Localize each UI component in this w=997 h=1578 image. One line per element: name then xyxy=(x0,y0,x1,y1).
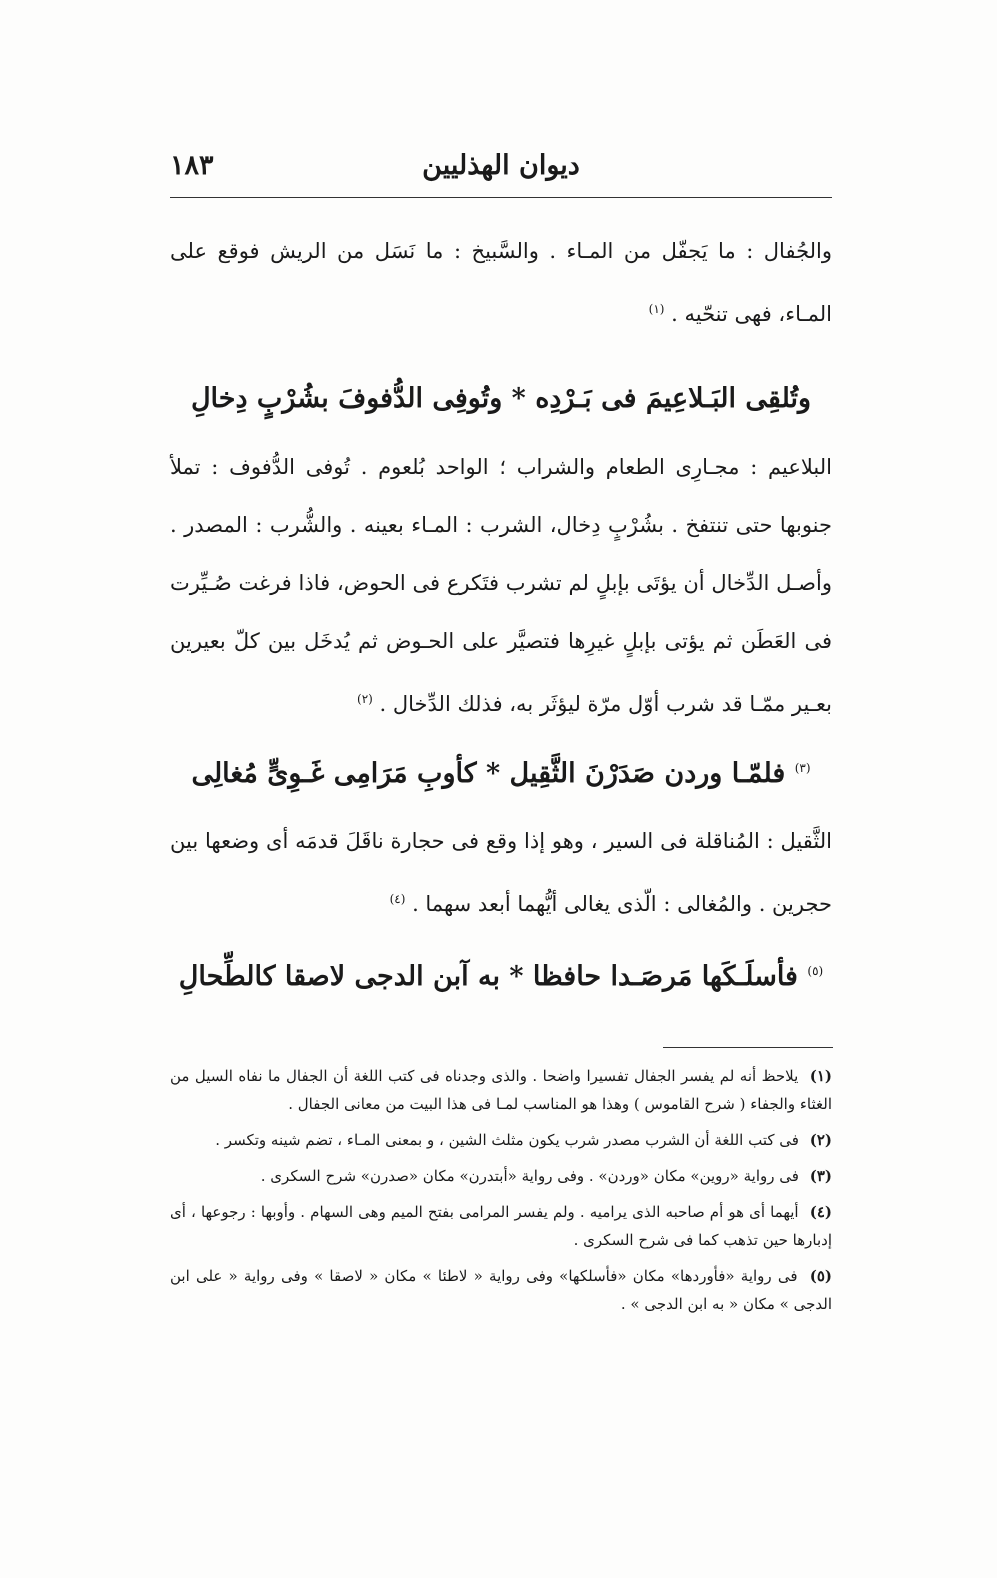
verse-3 xyxy=(179,951,823,997)
footnote-ref-3: (٣) xyxy=(794,761,811,775)
footnote-rule xyxy=(663,1047,833,1048)
footnote-ref-5: (٥) xyxy=(807,964,824,978)
paragraph-1 xyxy=(170,222,832,343)
footnotes xyxy=(170,1062,832,1326)
footnote-4 xyxy=(170,1198,832,1254)
verse-2-text: فلمّـا وردن صَدَرْنَ الثَّقِيل * كأوبِ مَرَامِى غَـوِىٍّ مُغالِى xyxy=(191,758,786,789)
footnote-1 xyxy=(170,1062,832,1118)
footnote-text: فى رواية «فأوردها» مكان «فأسلكها» وفى رواية « لاطئا » مكان « لاصقا » وفى رواية « على ابن الدجى » مكان « به ابن الدجى » . xyxy=(170,1267,832,1313)
page-title: ديوان الهذليين xyxy=(422,150,580,181)
page-number: ١٨٣ xyxy=(170,150,214,181)
footnote-text: أيهما أى هو أم صاحبه الذى يراميه . ولم يفسر المرامى بفتح الميم وهى السهام . وأوبها : رجوعها ، أى إدبارها حين تذهب كما فى شرح السكرى . xyxy=(170,1203,832,1249)
verse-1: وتُلقِى البَـلاعِيمَ فى بَـرْدِه * وتُوفِى الدُّفوفَ بشُرْبٍ دِخالِ xyxy=(190,383,812,414)
footnote-2 xyxy=(170,1126,832,1154)
footnote-number: (٢) xyxy=(809,1131,832,1149)
footnote-number: (٤) xyxy=(809,1203,832,1221)
footnote-3 xyxy=(170,1162,832,1190)
footnote-number: (٥) xyxy=(809,1267,832,1285)
paragraph-2 xyxy=(170,438,832,733)
paragraph-3 xyxy=(170,812,832,933)
verse-2 xyxy=(191,748,810,794)
header-rule xyxy=(170,197,832,198)
footnote-5 xyxy=(170,1262,832,1318)
paragraph-3-text: الثَّقيل : المُناقلة فى السير ، وهو إذا وقع فى حجارة ناقَلَ قدمَه أى وضعها بين حجرين . والمُغالى : الّذى يغالى أيُّهما أبعد سهما . xyxy=(170,829,832,916)
footnote-ref-1: (١) xyxy=(648,302,665,316)
paragraph-1-text: والجُفال : ما يَجفّل من المـاء . والسَّبيخ : ما نَسَل من الريش فوقع على المـاء، فهى تنحّيه . xyxy=(170,239,832,326)
footnote-number: (٣) xyxy=(809,1167,832,1185)
page-body xyxy=(170,222,832,1020)
footnote-text: فى كتب اللغة أن الشرب مصدر شرب يكون مثلث الشين ، و بمعنى المـاء ، تضم شينه وتكسر . xyxy=(215,1131,799,1149)
footnote-ref-4: (٤) xyxy=(389,892,406,906)
footnote-text: يلاحظ أنه لم يفسر الجفال تفسيرا واضحا . والذى وجدناه فى كتب اللغة أن الجفال ما نفاه السيل من الغثاء والجفاء ( شرح القاموس ) وهذا هو المناسب لمـا فى هذا البيت من معانى الجفال . xyxy=(170,1067,832,1113)
paragraph-2-text: البلاعيم : مجـارِى الطعام والشراب ؛ الواحد بُلعوم . تُوفى الدُّفوف : تملأ جنوبها حتى تنتفخ . بشُرْبٍ دِخال، الشرب : المـاء بعينه . والشُّرب : المصدر . وأصـل الدِّخال أن يؤتَى بإبلٍ لم تشرب فتَكرع فى الحوض، فاذا فرغت صُـيِّرت فى العَطَن ثم يؤتى بإبلٍ غيرِها فتصيَّر على الحـوض ثم يُدخَل بين كلّ بعيرين بعـير ممّـا قد شرب أوّل مرّة ليؤثَر به، فذلك الدِّخال . xyxy=(170,455,832,716)
footnote-text: فى رواية «روين» مكان «وردن» . وفى رواية «أبتدرن» مكان «صدرن» شرح السكرى . xyxy=(260,1167,799,1185)
verse-3-text: فأسلَـكَها مَرصَـدا حافظا * به آبن الدجى لاصقا كالطِّحالِ xyxy=(178,961,798,992)
footnote-ref-2: (٢) xyxy=(357,692,373,706)
page-header xyxy=(170,148,832,198)
footnote-number: (١) xyxy=(809,1067,832,1085)
